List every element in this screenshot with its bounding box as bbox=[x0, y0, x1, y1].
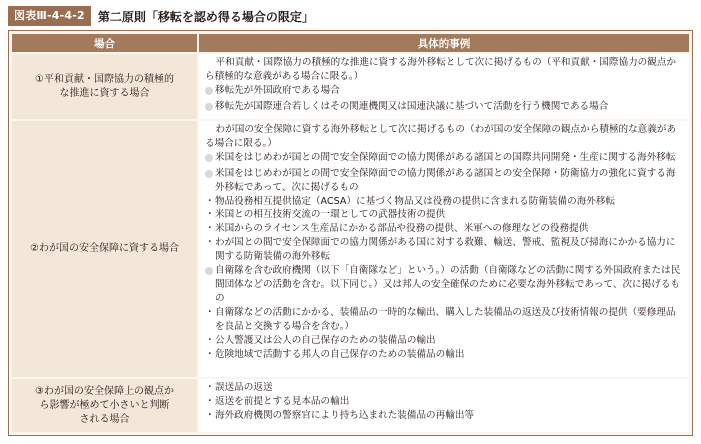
list-item bbox=[205, 167, 683, 195]
list-item bbox=[205, 236, 683, 264]
figure-label: 図表Ⅲ-4-4-2 bbox=[8, 6, 91, 26]
list-item bbox=[205, 151, 683, 167]
case-label-line: ③わが国の安全保障上の観点か bbox=[35, 385, 174, 397]
list-item-text: 米国をはじめわが国との間で安全保障面での協力関係がある諸国との安全保障・防衛協力の強化に資する海外移転であって、次に掲げるもの bbox=[215, 167, 676, 193]
dot-bullet-icon: ・ bbox=[205, 306, 215, 318]
list-item-text: 自衛隊を含む政府機関（以下「自衛隊など」という。）の活動（自衛隊などの活動に関する外国政府または民間団体などの活動を含む。以下同じ。）又は邦人の安全確保のために必要な海外移転であって、次に掲げるもの bbox=[215, 265, 681, 304]
case-label-line: ①平和貢献・国際協力の積極的 bbox=[35, 73, 174, 85]
case-cell bbox=[12, 54, 197, 119]
examples-intro: わが国の安全保障に資する海外移転として次に掲げるもの（わが国の安全保障の観点から積極的な意義がある場合に限る。） bbox=[205, 124, 677, 149]
dot-bullet-icon: ・ bbox=[205, 195, 215, 207]
list-item bbox=[205, 334, 683, 348]
figure-title: 第二原則「移転を認め得る場合の限定」 bbox=[97, 9, 314, 24]
table-grid bbox=[12, 34, 689, 432]
circle-bullet-icon bbox=[205, 167, 215, 195]
circle-bullet-icon bbox=[205, 151, 215, 167]
dot-bullet-icon: ・ bbox=[205, 223, 215, 235]
list-item bbox=[205, 348, 683, 362]
list-item-text: 自衛隊などの活動にかかる、装備品の一時的な輸出、購入した装備品の返送及び技術情報の提供（要修理品を良品と交換する場合を含む。） bbox=[215, 306, 676, 332]
dot-bullet-icon: ・ bbox=[205, 395, 215, 407]
dot-bullet-icon: ・ bbox=[205, 348, 215, 360]
header-case: 場合 bbox=[12, 34, 197, 52]
dot-bullet-icon: ・ bbox=[205, 237, 215, 249]
list-item bbox=[205, 222, 683, 236]
case-label-line: ②わが国の安全保障に資する場合 bbox=[30, 243, 179, 254]
list-item bbox=[205, 395, 683, 409]
list-item bbox=[205, 208, 683, 222]
examples-cell bbox=[199, 121, 689, 377]
list-item bbox=[205, 84, 683, 100]
list-item-text: 米国との相互技術交流の一環としての武器技術の提供 bbox=[215, 209, 446, 221]
list-item-text: 物品役務相互提供協定（ACSA）に基づく物品又は役務の提供に含まれる防衛装備の海外移転 bbox=[215, 195, 616, 207]
figure-header bbox=[8, 6, 314, 26]
examples-cell bbox=[199, 379, 689, 432]
circle-bullet-icon bbox=[205, 100, 215, 116]
list-item-text: 誤送品の返送 bbox=[215, 382, 273, 393]
case-label-line: ら影響が極めて小さいと判断 bbox=[39, 399, 170, 411]
list-item-text: 移転先が国際連合若しくはその関連機関又は国連決議に基づいて活動を行う機関である場合 bbox=[215, 100, 609, 112]
list-item-text: 移転先が外国政府である場合 bbox=[215, 84, 340, 96]
circle-bullet-icon bbox=[205, 84, 215, 100]
examples-cell bbox=[199, 54, 689, 119]
list-item bbox=[205, 381, 683, 395]
case-label-line: される場合 bbox=[79, 413, 130, 425]
list-item-text: 公人警護又は公人の自己保存のための装備品の輸出 bbox=[215, 334, 436, 346]
dot-bullet-icon: ・ bbox=[205, 209, 215, 221]
list-item bbox=[205, 195, 683, 209]
list-item-text: 危険地域で活動する邦人の自己保存のための装備品の輸出 bbox=[215, 348, 465, 360]
circle-bullet-icon bbox=[205, 264, 215, 306]
case-cell bbox=[12, 379, 197, 432]
header-examples: 具体的事例 bbox=[199, 34, 689, 52]
list-item bbox=[205, 264, 683, 306]
case-label-line: な推進に資する場合 bbox=[59, 87, 150, 99]
list-item-text: 海外政府機関の警察官により持ち込まれた装備品の再輸出等 bbox=[215, 409, 475, 421]
list-item bbox=[205, 409, 683, 423]
list-item bbox=[205, 306, 683, 334]
dot-bullet-icon: ・ bbox=[205, 409, 215, 421]
examples-intro: 平和貢献・国際協力の積極的な推進に資する海外移転として次に掲げるもの（平和貢献・国際協力の観点から積極的な意義がある場合に限る。） bbox=[205, 57, 677, 82]
case-cell bbox=[12, 121, 197, 377]
principles-table bbox=[8, 30, 693, 436]
list-item-text: 返送を前提とする見本品の輸出 bbox=[215, 395, 350, 407]
dot-bullet-icon: ・ bbox=[205, 334, 215, 346]
list-item bbox=[205, 100, 683, 116]
dot-bullet-icon: ・ bbox=[205, 382, 215, 393]
list-item-text: 米国をはじめわが国との間で安全保障面での協力関係がある諸国との国際共同開発・生産に関する海外移転 bbox=[215, 151, 676, 163]
list-item-text: わが国との間で安全保障面での協力関係がある国に対する救難、輸送、警戒、監視及び掃海にかかる協力に関する防衛装備の海外移転 bbox=[215, 237, 676, 263]
list-item-text: 米国からのライセンス生産品にかかる部品や役務の提供、米軍への修理などの役務提供 bbox=[215, 223, 589, 235]
